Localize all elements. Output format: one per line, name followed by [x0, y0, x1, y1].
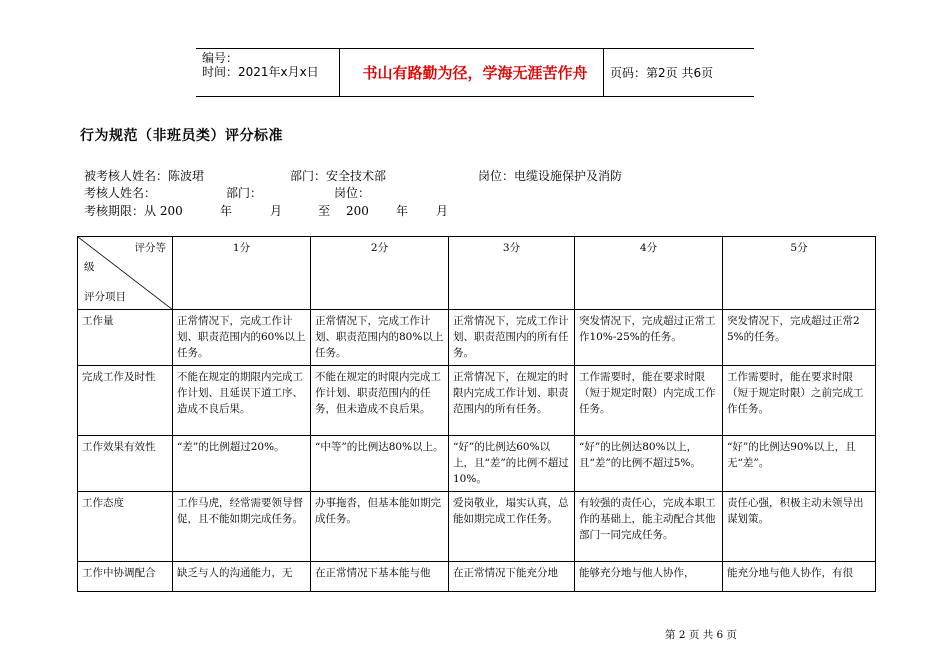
assessor-department: 部门：: [226, 186, 263, 200]
period-from-year: 年: [220, 204, 233, 218]
period-to-year: 年: [396, 204, 409, 218]
table-cell: 爱岗敬业，塌实认真，总能如期完成工作任务。: [449, 492, 575, 562]
header-bottom-rule: [196, 96, 754, 97]
period-from: 考核期限：从 200: [84, 204, 183, 218]
assessor-name: 考核人姓名：: [84, 186, 157, 200]
corner-label-level: 级: [84, 261, 95, 273]
table-cell: 办事拖沓，但基本能如期完成任务。: [311, 492, 449, 562]
table-cell: “差”的比例超过20%。: [173, 436, 311, 492]
corner-cell: [78, 237, 173, 310]
table-cell: 突发情况下，完成超过正常25%的任务。: [723, 310, 876, 366]
period-from-month: 月: [270, 204, 283, 218]
assessor-position: 岗位：: [334, 186, 371, 200]
table-cell: “好”的比例达90%以上，且无“差”。: [723, 436, 876, 492]
table-cell: 不能在规定的期限内完成工作计划、且延误下道工序、造成不良后果。: [173, 366, 311, 436]
corner-label-item: 评分项目: [84, 291, 126, 303]
table-cell: 缺乏与人的沟通能力，无: [173, 562, 311, 592]
table-cell: 正常情况下，在规定的时限内完成工作计划、职责范围内的所有任务。: [449, 366, 575, 436]
period-to: 至: [318, 204, 331, 218]
table-row: [78, 492, 876, 562]
table-row: [78, 366, 876, 436]
table-cell: 能充分地与他人协作，有很: [723, 562, 876, 592]
row-label-coordination: 工作中协调配合: [78, 562, 173, 592]
table-cell: 突发情况下，完成超过正常工作10%-25%的任务。: [575, 310, 723, 366]
table-cell: 在正常情况下能充分地: [449, 562, 575, 592]
table-cell: 责任心强，积极主动未领导出谋划策。: [723, 492, 876, 562]
table-cell: 正常情况下，完成工作计划、职责范围内的80%以上任务。: [311, 310, 449, 366]
table-header-row: [78, 237, 876, 310]
corner-label-grade: 评分等: [134, 242, 166, 254]
period-to-year-value: 200: [346, 204, 369, 218]
assessee-name: 被考核人姓名：陈波珺: [84, 169, 205, 183]
table-row: [78, 310, 876, 366]
header-top-rule: [196, 48, 754, 49]
page-footer: 第 2 页 共 6 页: [665, 629, 738, 641]
header-time-label: 时间：2021年x月x日: [202, 65, 319, 79]
header-divider-left: [339, 48, 340, 96]
table-cell: 工作需要时，能在要求时限（短于规定时限）之前完成工作任务。: [723, 366, 876, 436]
column-header-5: 5分: [723, 237, 876, 310]
table-cell: 工作马虎，经常需要领导督促，且不能如期完成任务。: [173, 492, 311, 562]
table-cell: 工作需要时，能在要求时限（短于规定时限）内完成工作任务。: [575, 366, 723, 436]
table-cell: 在正常情况下基本能与他: [311, 562, 449, 592]
table-cell: 正常情况下，完成工作计划、职责范围内的所有任务。: [449, 310, 575, 366]
assessee-position: 岗位：电缆设施保护及消防: [478, 169, 623, 183]
table-row: [78, 562, 876, 592]
assessee-department: 部门：安全技术部: [290, 169, 387, 183]
table-cell: “好”的比例达80%以上，且“差”的比例不超过5%。: [575, 436, 723, 492]
row-label-attitude: 工作态度: [78, 492, 173, 562]
document-title: 行为规范（非班员类）评分标准: [80, 128, 283, 144]
header-page-label: 页码：第2页 共6页: [610, 66, 714, 80]
table-cell: “好”的比例达60%以上，且“差”的比例不超过10%。: [449, 436, 575, 492]
column-header-4: 4分: [575, 237, 723, 310]
table-cell: 能够充分地与他人协作，: [575, 562, 723, 592]
period-to-month: 月: [436, 204, 449, 218]
column-header-1: 1分: [173, 237, 311, 310]
table-cell: 不能在规定的时限内完成工作计划、职责范围内的任务，但未造成不良后果。: [311, 366, 449, 436]
header-motto: 书山有路勤为径，学海无涯苦作舟: [362, 64, 588, 82]
table-cell: 正常情况下，完成工作计划、职责范围内的60%以上任务。: [173, 310, 311, 366]
row-label-workload: 工作量: [78, 310, 173, 366]
table-cell: “中等”的比例达80%以上。: [311, 436, 449, 492]
header-number-label: 编号：: [202, 51, 239, 65]
table-cell: 有较强的责任心，完成本职工作的基础上，能主动配合其他部门一同完成任务。: [575, 492, 723, 562]
column-header-3: 3分: [449, 237, 575, 310]
row-label-effectiveness: 工作效果有效性: [78, 436, 173, 492]
scoring-table: [77, 236, 876, 592]
column-header-2: 2分: [311, 237, 449, 310]
row-label-timeliness: 完成工作及时性: [78, 366, 173, 436]
table-row: [78, 436, 876, 492]
